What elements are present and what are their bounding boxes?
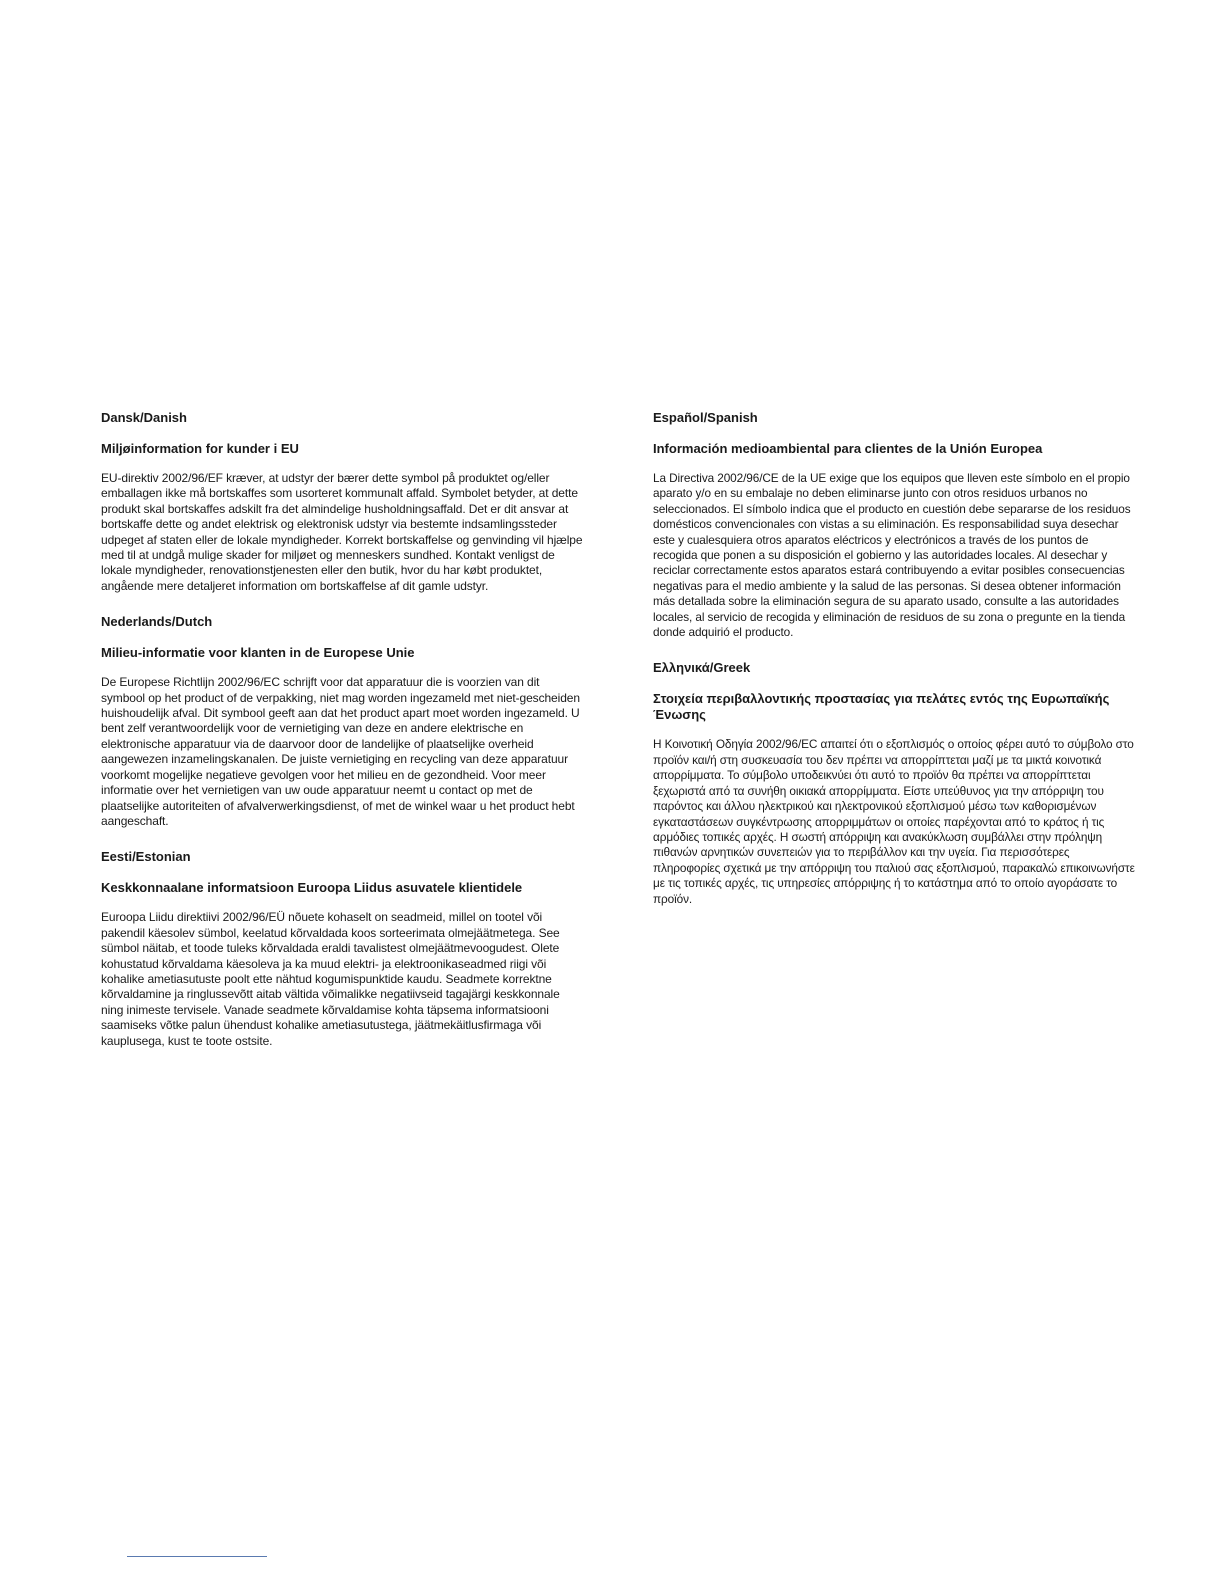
left-column — [101, 410, 583, 1069]
section-body: Η Κοινοτική Οδηγία 2002/96/EC απαιτεί ότι ο εξοπλισμός ο οποίος φέρει αυτό το σύμβολο στο προϊόν και/ή στη συσκευασία του δεν πρέπει να απορρίπτεται μαζί με τα μικτά κοινοτικά απορρίμματα. Το σύμβολο υποδεικνύει ότι αυτό το προϊόν θα πρέπει να απορρίπτεται ξεχωριστά από τα συνήθη οικιακά απορρίμματα. Είστε υπεύθυνος για την απόρριψη του παρόντος και άλλου ηλεκτρικού και ηλεκτρονικού εξοπλισμού μέσω των καθορισμένων εγκαταστάσεων συγκέντρωσης απορριμμάτων οι οποίες παρέχονται από το κράτος ή τις αρμόδιες τοπικές αρχές. Η σωστή απόρριψη και ανακύκλωση συμβάλλει στην πρόληψη πιθανών αρνητικών συνεπειών για το περιβάλλον και την υγεία. Για περισσότερες πληροφορίες σχετικά με την απόρριψη του παλιού σας εξοπλισμού, παρακαλώ επικοινωνήστε με τις τοπικές αρχές, τις υπηρεσίες απόρριψης ή το κατάστημα από το οποίο αγοράσατε το προϊόν. — [653, 737, 1135, 906]
section-heading: Información medioambiental para clientes de la Unión Europea — [653, 441, 1043, 456]
section-danish — [101, 410, 583, 594]
section-greek — [653, 660, 1135, 906]
language-label: Dansk/Danish — [101, 410, 187, 425]
language-label: Ελληνικά/Greek — [653, 660, 751, 676]
section-heading: Miljøinformation for kunder i EU — [101, 441, 299, 456]
language-label: Nederlands/Dutch — [101, 614, 213, 630]
section-heading: Keskkonnaalane informatsioon Euroopa Liidus asuvatele klientidele — [101, 880, 523, 896]
right-column — [653, 410, 1135, 927]
section-heading: Στοιχεία περιβαλλοντικής προστασίας για πελάτες εντός της Ευρωπαϊκής Ένωσης — [653, 691, 1110, 723]
section-body: La Directiva 2002/96/CE de la UE exige que los equipos que lleven este símbolo en el propio aparato y/o en su embalaje no deben eliminarse junto con otros residuos urbanos no seleccionados. El símbolo indica que el producto en cuestión debe separarse de los residuos domésticos convencionales con vistas a su eliminación. Es responsabilidad suya desechar este y cualesquiera otros aparatos eléctricos y electrónicos a través de los puntos de recogida que ponen a su disposición el gobierno y las autoridades locales. Al desechar y reciclar correctamente estos aparatos estará contribuyendo a evitar posibles consecuencias negativas para el medio ambiente y la salud de las personas. Si desea obtener información más detallada sobre la eliminación segura de su aparato usado, consulte a las autoridades locales, al servicio de recogida y eliminación de residuos de su zona o pregunte en la tienda donde adquirió el producto. — [653, 471, 1131, 640]
language-label: Español/Spanish — [653, 410, 758, 425]
section-body: Euroopa Liidu direktiivi 2002/96/EÜ nõuete kohaselt on seadmeid, millel on tootel või pakendil käesolev sümbol, keelatud kõrvaldada koos sorteerimata olmejäätmetega. See sümbol näitab, et toode tuleks kõrvaldada eraldi tavalistest olmejäätmevoogudest. Olete kohustatud kõrvaldama käesoleva ja ka muud elektri- ja elektroonikaseadmed riigi või kohalike ametiasutuste poolt ette nähtud kogumispunktide kaudu. Seadmete korrektne kõrvaldamine ja ringlussevõtt aitab vältida võimalikke negatiivseid tagajärgi keskkonnale ning inimeste tervisele. Vanade seadmete kõrvaldamise kohta täpsema informatsiooni saamiseks võtke palun ühendust kohalike ametiasutustega, jäätmekäitlusfirmaga või kauplusega, kust te toote ostsite. — [101, 910, 560, 1048]
section-heading: Milieu-informatie voor klanten in de Europese Unie — [101, 645, 415, 661]
section-spanish — [653, 410, 1135, 640]
section-estonian — [101, 849, 583, 1049]
section-dutch — [101, 614, 583, 829]
footnote-rule — [127, 1556, 267, 1557]
language-label: Eesti/Estonian — [101, 849, 191, 865]
section-body: EU-direktiv 2002/96/EF kræver, at udstyr der bærer dette symbol på produktet og/eller emballagen ikke må bortskaffes som usorteret kommunalt affald. Symbolet betyder, at dette produkt skal bortskaffes adskilt fra det almindelige husholdningsaffald. Det er dit ansvar at bortskaffe dette og andet elektrisk og elektronisk udstyr via bestemte indsamlingssteder udpeget af staten eller de lokale myndigheder. Korrekt bortskaffelse og genvinding vil hjælpe med til at undgå mulige skader for miljøet og menneskers sundhed. Kontakt venligst de lokale myndigheder, renovationstjenesten eller den butik, hvor du har købt produktet, angående mere detaljeret information om bortskaffelse af dit gamle udstyr. — [101, 471, 583, 593]
section-body: De Europese Richtlijn 2002/96/EC schrijft voor dat apparatuur die is voorzien van dit symbool op het product of de verpakking, niet mag worden ingezameld met niet-gescheiden huishoudelijk afval. Dit symbool geeft aan dat het product apart moet worden ingezameld. U bent zelf verantwoordelijk voor de vernietiging van deze en andere elektrische en elektronische apparatuur via de daarvoor door de landelijke of plaatselijke overheid aangewezen inzamelingskanalen. De juiste vernietiging en recycling van deze apparatuur voorkomt mogelijke negatieve gevolgen voor het milieu en de gezondheid. Voor meer informatie over het vernietigen van uw oude apparatuur neemt u contact op met de plaatselijke autoriteiten of afvalverwerkingsdienst, of met de winkel waar u het product hebt aangeschaft. — [101, 675, 580, 828]
